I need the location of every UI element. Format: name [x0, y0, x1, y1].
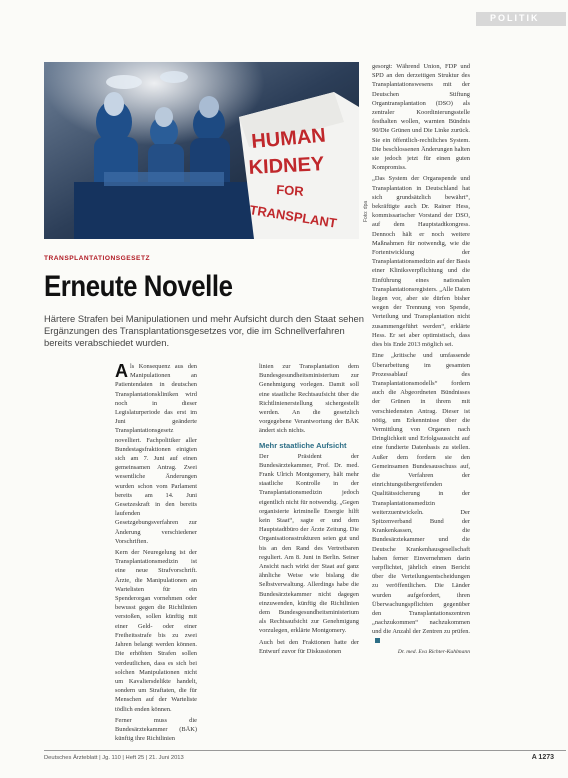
paragraph-text: Eine „kritische und umfassende Überarbeitung im gesamten Prozessablauf des Transplantationsmodells“ fordern auch die Abgeordneten Bündnisses der Grünen in ihrem mit verschiedensten Antrag. Dieser ist nötig, um Erkenntnisse über die Vermittlung von Organen nach Dringlichkeit und Erfolgsaussicht auf eine fundierte Datenbasis zu stellen. Außer dem fordern sie den Gemeinsamen Bundesausschuss auf, die Verfahren der einrichtungsübergreifenden Qualitätssicherung in der Transplantationsmedizin weiterzuentwickeln. Der Spitzenverband Bund der Krankenkassen, die Bundesärztekammer und die Deutsche Krankenhausgesellschaft haben ferner Einvernehmen darin verpflichtet, jährlich einen Bericht über die Verteilungsentscheidungen zu veröffentlichen. Die Länder wurden aufgefordert, ihren Überwachungspflichten gegenüber den Transplantationszentren „nachzukommen“ nachzukommen und die Anzahl der Zentren zu prüfen.	[372, 352, 470, 636]
paragraph: Der Präsident der Bundesärztekammer, Prof. Dr. med. Frank Ulrich Montgomery, hält mehr staatliche Kontrolle in der Transplantationsmedizin jedoch eigentlich nicht für notwendig. „Gegen organisierte kriminelle Energie hilft kein Staat“, sagte er und dem Hauptstadtbüro der Ärzte Zeitung. Die Organisationsstrukturen seien gut und bis an den Rand des Vertretbaren reguliert. Am 8. Juni in Berlin. Seiner Ansicht nach wirkt der Staat auf ganz ähnliche Weise wie bislang die Selbstverwaltung. Allerdings habe die Bundesärztekammer nicht dagegen einzuwenden, künftig die Richtlinien dem Bundesgesundheitsministerium als Rechtsaufsicht zur Genehmigung vorzulegen, erklärte Montgomery.	[259, 452, 359, 635]
text-column-1	[115, 362, 197, 745]
article-headline: Erneute Novelle	[44, 270, 233, 303]
text-column-3	[372, 62, 470, 657]
end-mark-icon	[375, 638, 380, 643]
subheading: Mehr staatliche Aufsicht	[259, 440, 347, 450]
paragraph	[115, 362, 197, 546]
paragraph: linien zur Transplantation dem Bundesgesundheitsministerium zur Genehmigung vorlegen. Damit soll eine staatliche Rechtsaufsicht über die Richtlinienerstellung sichergestellt werden. An die gesetzlich vorgegebene Verantwortung der BÄK ändert sich nichts.	[259, 363, 359, 435]
author-signature: Dr. med. Eva Richter-Kuhlmann	[397, 648, 470, 655]
text-column-2	[259, 362, 359, 658]
footer-citation: Deutsches Ärzteblatt | Jg. 110 | Heft 25 | 21. Juni 2013	[44, 755, 184, 761]
section-tag: POLITIK	[476, 12, 566, 26]
paragraph: „Das System der Organspende und Transplantation in Deutschland hat sich grundsätzlich bewährt“, bekräftigte auch Dr. Rainer Hess, kommissarischer Vorstand der DSO, auf dem Hauptstadtkongress. Dennoch hält er noch weitere Maßnahmen für notwendig, wie die Fortentwicklung der Transplantationsmedizin auf der Basis einer Kliniksverpflichtung und die Einführung eines nationalen Transplantationsregisters. „Alle Daten liegen vor, aber sie dürfen bisher wegen der Trennung von Spende, Verteilung und Transplantation nicht zusammengeführt werden“, erklärte Hess. Er sei aber optimistisch, dass dies bis Ende 2013 möglich sei.	[372, 175, 470, 349]
article-kicker: TRANSPLANTATIONSGESETZ	[44, 255, 150, 262]
photo-illustration	[44, 62, 359, 239]
photo-surgery	[44, 62, 359, 239]
sign-text-3: FOR	[275, 182, 305, 199]
page-footer	[44, 750, 566, 761]
sign-text-1: HUMAN	[250, 124, 327, 153]
page-number: A 1273	[531, 754, 554, 761]
sign-text-4: TRANSPLANT	[248, 202, 338, 231]
paragraph-text: ls Konsequenz aus den Manipulationen an Patientendaten in deutschen Transplantationskliniken wird noch in dieser Legislaturperiode das erst im Juni geänderte Transplantationsgesetz novelliert. Fachpolitiker aller Bundestagsfraktionen einigten sich am 7. Juni auf einen gemeinsamen Antrag. Zwei wesentliche Änderungen wurden schon vom Parlament bereits am 14. Juni Gesetzeskraft in den bereits laufenden Gesetzgebungsverfahren zur Änderung verschiedener Vorschriften.	[115, 363, 197, 545]
paragraph: gesorgt: Während Union, FDP und SPD an den derzeitigen Struktur des Transplantationswesens mit der Deutschen Stiftung Organtransplantation (DSO) als zentraler Koordinierungsstelle festhalten wollen, warnten Bündnis 90/Die Grünen und Die Linke zurück. Sie ein öffentlich-rechtliches System. Die beschlossenen Änderungen halten sie jedoch jetzt für einen guten Kompromiss.	[372, 63, 470, 172]
photo-credit: Foto: dpa	[363, 200, 369, 222]
paragraph: Kern der Neuregelung ist der Transplantationsmedizin ist eine neue Strafvorschrift. Ärzte, die Manipulationen an Wartelisten für ein Spenderorgan vornehmen oder bewusst gegen die Richtlinien verstoßen, sollen künftig mit einer Geld- oder einer Freiheitsstrafe bis zu zwei Jahren belangt werden können. Die erhöhten Strafen sollen verdeutlichen, dass es sich bei solchen Manipulationen nicht um Kavaliersdelikte handelt, sondern um Straftaten, die für Menschen auf der Warteliste tödlich enden können.	[115, 549, 197, 713]
sign-text-2: KIDNEY	[248, 153, 325, 179]
paragraph: Auch bei den Fraktionen hatte der Entwurf zuvor für Diskussionen	[259, 638, 359, 655]
paragraph: Ferner muss die Bundesärztekammer (BÄK) künftig ihre Richtlinien	[115, 716, 197, 743]
article-lead: Härtere Strafen bei Manipulationen und mehr Aufsicht durch den Staat sehen Ergänzungen des Transplantationsgesetzes vor, die im Schnellverfahren bereits verabschiedet wurden.	[44, 313, 364, 349]
drop-cap: A	[115, 361, 128, 381]
paragraph	[372, 351, 470, 646]
